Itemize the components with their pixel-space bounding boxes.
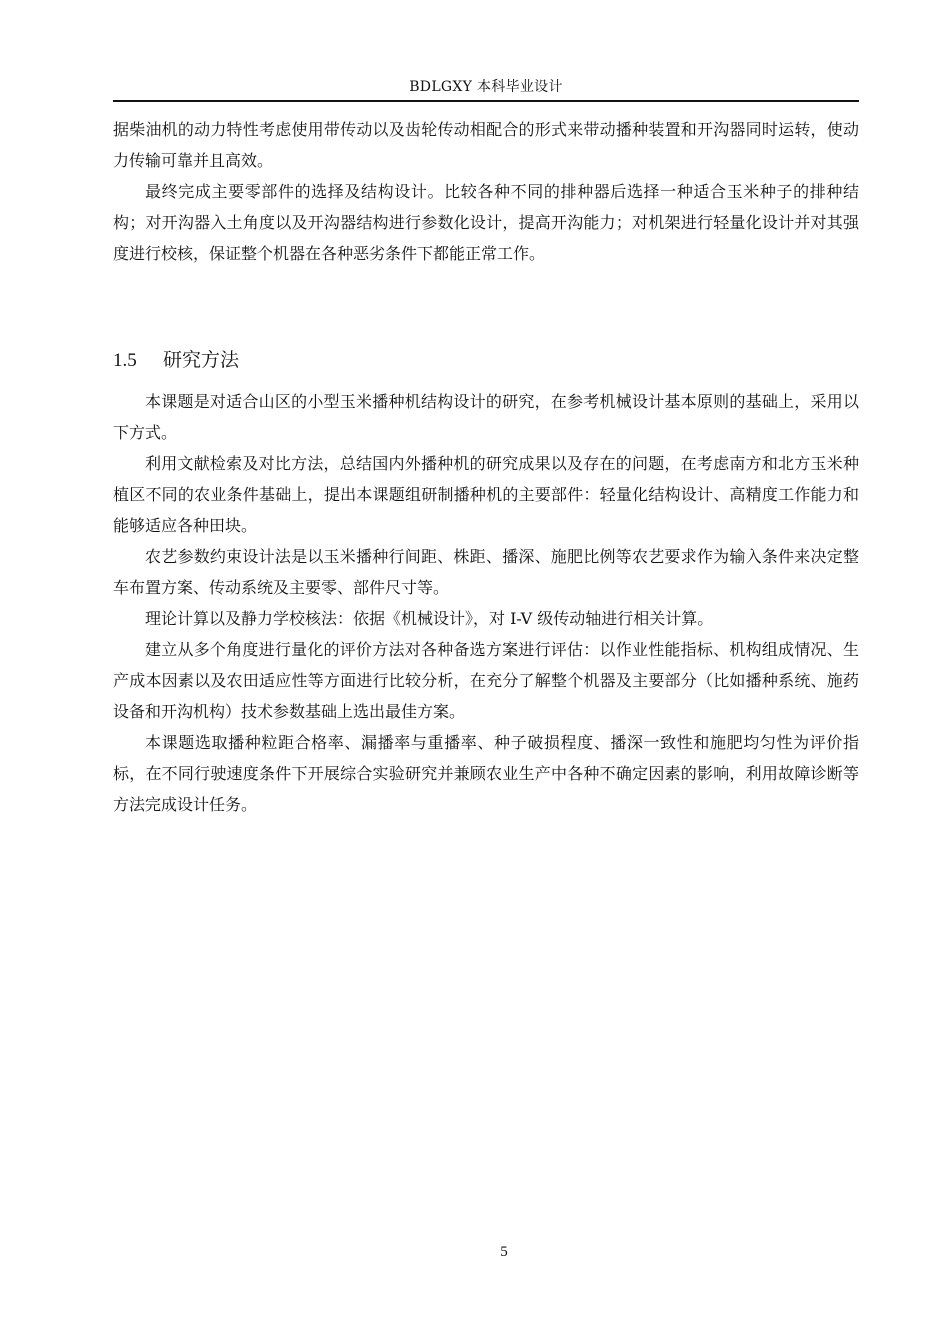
paragraph: 据柴油机的动力特性考虑使用带传动以及齿轮传动相配合的形式来带动播种装置和开沟器同时运转，使动力传输可靠并且高效。 [113,120,859,170]
section-title: 研究方法 [163,349,240,371]
section-heading [113,344,859,377]
page-number: 5 [500,1244,508,1260]
paragraph: 本课题选取播种粒距合格率、漏播率与重播率、种子破损程度、播深一致性和施肥均匀性为评价指标，在不同行驶速度条件下开展综合实验研究并兼顾农业生产中各种不确定因素的影响，利用故障诊断等方法完成设计任务。 [113,733,859,814]
paragraph: 最终完成主要零部件的选择及结构设计。比较各种不同的排种器后选择一种适合玉米种子的排种结构；对开沟器入土角度以及开沟器结构进行参数化设计，提高开沟能力；对机架进行轻量化设计并对其强度进行校核，保证整个机器在各种恶劣条件下都能正常工作。 [113,182,859,263]
section-number: 1.5 [113,350,137,371]
intro-text [113,114,859,269]
paragraph: 农艺参数约束设计法是以玉米播种行间距、株距、播深、施肥比例等农艺要求作为输入条件来决定整车布置方案、传动系统及主要零、部件尺寸等。 [113,547,859,597]
paragraph: 建立从多个角度进行量化的评价方法对各种备选方案进行评估：以作业性能指标、机构组成情况、生产成本因素以及农田适应性等方面进行比较分析，在充分了解整个机器及主要部分（比如播种系统、施药设备和开沟机构）技术参数基础上选出最佳方案。 [113,640,859,721]
paragraph: 理论计算以及静力学校核法：依据《机械设计》，对 I-V 级传动轴进行相关计算。 [145,609,714,628]
header-rule [113,100,859,102]
paragraph: 本课题是对适合山区的小型玉米播种机结构设计的研究，在参考机械设计基本原则的基础上，采用以下方式。 [113,392,859,442]
page-header: BDLGXY 本科毕业设计 [409,79,563,95]
paragraph: 利用文献检索及对比方法，总结国内外播种机的研究成果以及存在的问题，在考虑南方和北方玉米种植区不同的农业条件基础上，提出本课题组研制播种机的主要部件：轻量化结构设计、高精度工作能力和能够适应各种田块。 [113,454,859,535]
section-body [113,386,859,820]
